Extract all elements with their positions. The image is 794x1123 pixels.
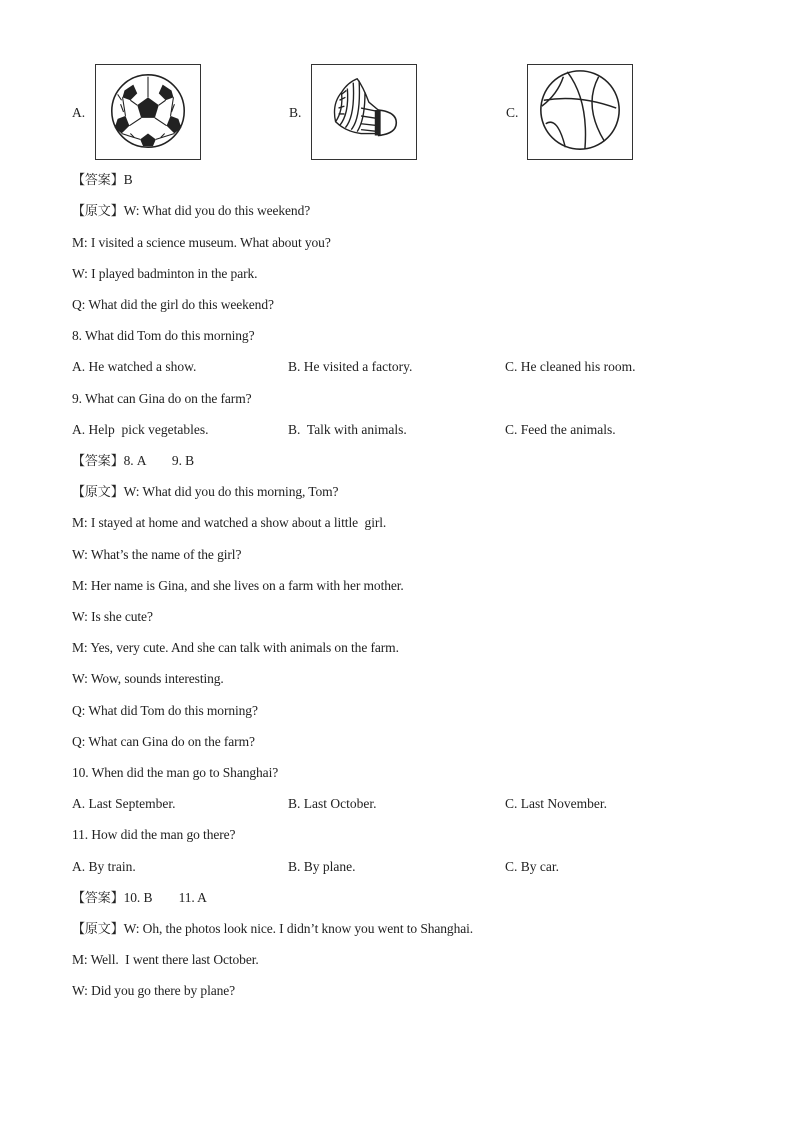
question-9: 9. What can Gina do on the farm? bbox=[72, 391, 252, 406]
q8-option-b: B. He visited a factory. bbox=[288, 359, 413, 374]
transcript-line: M: Her name is Gina, and she lives on a farm with her mother. bbox=[72, 578, 404, 593]
soccer-ball-icon bbox=[95, 64, 201, 160]
answer-line-q7: 【答案】B bbox=[72, 172, 133, 188]
transcript-line: W: Is she cute? bbox=[72, 609, 153, 624]
q10-option-a: A. Last September. bbox=[72, 796, 176, 811]
transcript-line: Q: What did Tom do this morning? bbox=[72, 703, 258, 718]
transcript-line: Q: What did the girl do this weekend? bbox=[72, 297, 274, 312]
transcript-line: 【原文】W: Oh, the photos look nice. I didn’t know you went to Shanghai. bbox=[72, 921, 474, 937]
transcript-line: W: Wow, sounds interesting. bbox=[72, 671, 224, 686]
transcript-line: M: Yes, very cute. And she can talk with animals on the farm. bbox=[72, 640, 399, 655]
transcript-line: W: What’s the name of the girl? bbox=[72, 547, 242, 562]
transcript-line: W: I played badminton in the park. bbox=[72, 266, 258, 281]
q9-option-b: B. Talk with animals. bbox=[288, 422, 407, 437]
q11-option-b: B. By plane. bbox=[288, 859, 356, 874]
q11-option-c: C. By car. bbox=[505, 859, 559, 874]
transcript-line: 【原文】W: What did you do this morning, Tom? bbox=[72, 484, 339, 500]
q10-option-c: C. Last November. bbox=[505, 796, 607, 811]
basketball-icon bbox=[527, 64, 633, 160]
picture-option-b-label: B. bbox=[289, 105, 302, 120]
transcript-line: 【原文】W: What did you do this weekend? bbox=[72, 203, 311, 219]
q11-option-a: A. By train. bbox=[72, 859, 136, 874]
shuttlecock-icon bbox=[311, 64, 417, 160]
answer-line-q10-q11: 【答案】10. B 11. A bbox=[72, 890, 207, 906]
question-10: 10. When did the man go to Shanghai? bbox=[72, 765, 279, 780]
transcript-line: W: Did you go there by plane? bbox=[72, 983, 236, 998]
question-11: 11. How did the man go there? bbox=[72, 827, 236, 842]
q8-option-a: A. He watched a show. bbox=[72, 359, 197, 374]
picture-option-c-label: C. bbox=[506, 105, 519, 120]
q9-option-a: A. Help pick vegetables. bbox=[72, 422, 209, 437]
transcript-line: M: I stayed at home and watched a show about a little girl. bbox=[72, 515, 387, 530]
transcript-line: Q: What can Gina do on the farm? bbox=[72, 734, 255, 749]
picture-option-a-label: A. bbox=[72, 105, 86, 120]
q10-option-b: B. Last October. bbox=[288, 796, 377, 811]
answer-line-q8-q9: 【答案】8. A 9. B bbox=[72, 453, 195, 469]
q9-option-c: C. Feed the animals. bbox=[505, 422, 616, 437]
transcript-line: M: I visited a science museum. What about you? bbox=[72, 235, 331, 250]
transcript-line: M: Well. I went there last October. bbox=[72, 952, 259, 967]
question-8: 8. What did Tom do this morning? bbox=[72, 328, 255, 343]
q8-option-c: C. He cleaned his room. bbox=[505, 359, 636, 374]
